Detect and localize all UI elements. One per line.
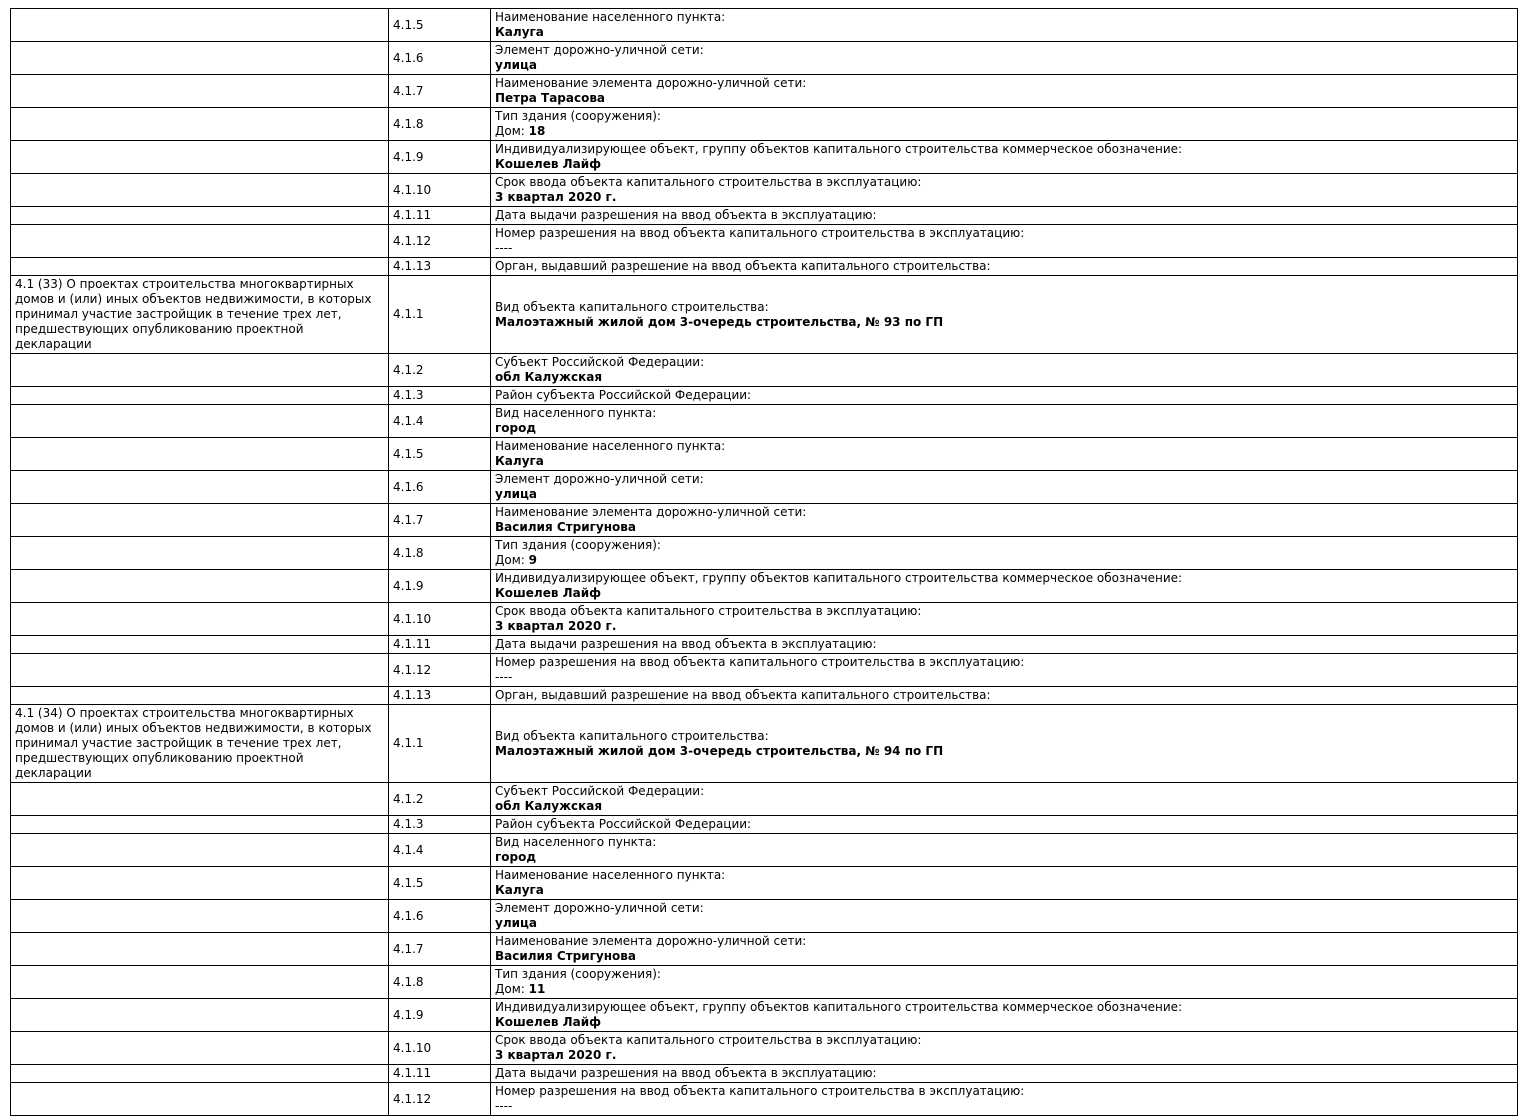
section-cell <box>11 276 389 354</box>
field-label: Индивидуализирующее объект, группу объектов капитального строительства коммерческое обозначение: <box>495 1000 1183 1014</box>
table-row <box>11 258 1518 276</box>
row-code: 4.1.9 <box>393 149 424 164</box>
field-value: 3 квартал 2020 г. <box>495 190 617 204</box>
content-cell <box>491 75 1518 108</box>
field-value-line <box>495 25 1513 40</box>
table-row <box>11 570 1518 603</box>
field-label: Орган, выдавший разрешение на ввод объекта капитального строительства: <box>495 688 991 702</box>
content-cell <box>491 471 1518 504</box>
table-row <box>11 276 1518 354</box>
row-code: 4.1.12 <box>393 662 432 677</box>
content-cell <box>491 276 1518 354</box>
field-label: Наименование населенного пункта: <box>495 439 726 453</box>
field-value-prefix: Дом: <box>495 124 529 138</box>
field-label: Номер разрешения на ввод объекта капитального строительства в эксплуатацию: <box>495 1084 1025 1098</box>
content-cell <box>491 867 1518 900</box>
table-row <box>11 438 1518 471</box>
field-label: Субъект Российской Федерации: <box>495 784 705 798</box>
field-value: город <box>495 850 537 864</box>
field-value: 11 <box>528 982 546 996</box>
section-cell <box>11 174 389 207</box>
field-value-line <box>495 454 1513 469</box>
code-cell <box>389 1083 491 1116</box>
code-cell <box>389 705 491 783</box>
field-value-line <box>495 1048 1513 1063</box>
field-value-line <box>495 157 1513 172</box>
field-value: обл Калужская <box>495 799 603 813</box>
content-cell <box>491 900 1518 933</box>
field-label: Наименование элемента дорожно-уличной сети: <box>495 505 807 519</box>
row-code: 4.1.8 <box>393 116 424 131</box>
table-row <box>11 999 1518 1032</box>
field-label: Номер разрешения на ввод объекта капитального строительства в эксплуатацию: <box>495 226 1025 240</box>
row-code: 4.1.12 <box>393 1091 432 1106</box>
row-code: 4.1.10 <box>393 1040 432 1055</box>
row-code: 4.1.1 <box>393 736 424 750</box>
table-row <box>11 1032 1518 1065</box>
row-code: 4.1.11 <box>393 1066 432 1080</box>
code-cell <box>389 966 491 999</box>
content-cell <box>491 1032 1518 1065</box>
section-cell <box>11 966 389 999</box>
table-row <box>11 207 1518 225</box>
code-cell <box>389 537 491 570</box>
field-value: Малоэтажный жилой дом 3-очередь строительства, № 93 по ГП <box>495 314 944 329</box>
field-label: Вид объекта капитального строительства: <box>495 299 769 314</box>
section-cell <box>11 999 389 1032</box>
section-cell <box>11 354 389 387</box>
content-cell <box>491 387 1518 405</box>
content-cell <box>491 42 1518 75</box>
table-row <box>11 9 1518 42</box>
section-cell <box>11 405 389 438</box>
field-value: улица <box>495 487 538 501</box>
section-cell <box>11 654 389 687</box>
field-label: Срок ввода объекта капитального строительства в эксплуатацию: <box>495 175 922 189</box>
section-cell <box>11 1083 389 1116</box>
row-code: 4.1.5 <box>393 17 424 32</box>
content-cell <box>491 654 1518 687</box>
row-code: 4.1.10 <box>393 611 432 626</box>
field-label: Наименование населенного пункта: <box>495 10 726 24</box>
code-cell <box>389 687 491 705</box>
section-cell <box>11 387 389 405</box>
field-value-plain: ---- <box>495 241 513 255</box>
row-code: 4.1.2 <box>393 791 424 806</box>
table-row <box>11 966 1518 999</box>
code-cell <box>389 42 491 75</box>
code-cell <box>389 471 491 504</box>
code-cell <box>389 9 491 42</box>
field-label: Тип здания (сооружения): <box>495 109 661 123</box>
declaration-table-body <box>11 9 1518 1116</box>
field-value: улица <box>495 58 538 72</box>
row-code: 4.1.7 <box>393 83 424 98</box>
code-cell <box>389 1032 491 1065</box>
field-value: 9 <box>528 553 537 567</box>
row-code: 4.1.3 <box>393 817 424 831</box>
table-row <box>11 1083 1518 1116</box>
content-cell <box>491 225 1518 258</box>
project-declaration-table <box>10 8 1518 1116</box>
field-label: Дата выдачи разрешения на ввод объекта в эксплуатацию: <box>495 637 877 651</box>
field-value-plain: ---- <box>495 670 513 684</box>
section-cell <box>11 42 389 75</box>
field-value-line <box>495 1015 1513 1030</box>
row-code: 4.1.6 <box>393 908 424 923</box>
field-label: Субъект Российской Федерации: <box>495 355 705 369</box>
table-row <box>11 900 1518 933</box>
table-row <box>11 354 1518 387</box>
field-label: Элемент дорожно-уличной сети: <box>495 901 704 915</box>
field-label: Срок ввода объекта капитального строительства в эксплуатацию: <box>495 1033 922 1047</box>
row-code: 4.1.10 <box>393 182 432 197</box>
row-code: 4.1.13 <box>393 688 432 702</box>
row-code: 4.1.4 <box>393 413 424 428</box>
section-cell <box>11 687 389 705</box>
code-cell <box>389 438 491 471</box>
code-cell <box>389 276 491 354</box>
field-value-line <box>495 982 1513 997</box>
section-cell <box>11 636 389 654</box>
table-row <box>11 636 1518 654</box>
content-cell <box>491 816 1518 834</box>
content-cell <box>491 783 1518 816</box>
table-row <box>11 687 1518 705</box>
row-code: 4.1.4 <box>393 842 424 857</box>
field-label: Тип здания (сооружения): <box>495 967 661 981</box>
row-code: 4.1.3 <box>393 388 424 402</box>
row-code: 4.1.11 <box>393 208 432 222</box>
table-row <box>11 42 1518 75</box>
row-code: 4.1.6 <box>393 479 424 494</box>
content-cell <box>491 504 1518 537</box>
section-cell <box>11 867 389 900</box>
section-cell <box>11 504 389 537</box>
code-cell <box>389 900 491 933</box>
field-label: Наименование элемента дорожно-уличной сети: <box>495 76 807 90</box>
row-code: 4.1.7 <box>393 941 424 956</box>
row-code: 4.1.7 <box>393 512 424 527</box>
content-cell <box>491 636 1518 654</box>
field-label: Элемент дорожно-уличной сети: <box>495 43 704 57</box>
content-cell <box>491 9 1518 42</box>
content-cell <box>491 174 1518 207</box>
field-label: Индивидуализирующее объект, группу объектов капитального строительства коммерческое обозначение: <box>495 142 1183 156</box>
code-cell <box>389 108 491 141</box>
table-row <box>11 174 1518 207</box>
section-cell <box>11 108 389 141</box>
field-value: Кошелев Лайф <box>495 586 602 600</box>
field-label: Вид населенного пункта: <box>495 835 657 849</box>
content-cell <box>491 966 1518 999</box>
field-value-plain: ---- <box>495 1099 513 1113</box>
code-cell <box>389 258 491 276</box>
content-cell <box>491 537 1518 570</box>
field-label: Тип здания (сооружения): <box>495 538 661 552</box>
code-cell <box>389 174 491 207</box>
field-label: Вид населенного пункта: <box>495 406 657 420</box>
code-cell <box>389 654 491 687</box>
content-cell <box>491 108 1518 141</box>
field-value: 3 квартал 2020 г. <box>495 619 617 633</box>
field-value-prefix: Дом: <box>495 982 529 996</box>
table-row <box>11 783 1518 816</box>
code-cell <box>389 933 491 966</box>
field-value: Кошелев Лайф <box>495 1015 602 1029</box>
row-code: 4.1.6 <box>393 50 424 65</box>
section-cell <box>11 471 389 504</box>
code-cell <box>389 504 491 537</box>
section-cell <box>11 9 389 42</box>
section-cell <box>11 438 389 471</box>
section-cell <box>11 570 389 603</box>
section-cell <box>11 933 389 966</box>
section-cell <box>11 603 389 636</box>
row-code: 4.1.1 <box>393 307 424 321</box>
content-cell <box>491 933 1518 966</box>
field-value: Калуга <box>495 883 544 897</box>
field-value-line <box>495 91 1513 106</box>
code-cell <box>389 207 491 225</box>
section-cell <box>11 900 389 933</box>
field-value-line <box>495 421 1513 436</box>
content-cell <box>491 258 1518 276</box>
field-value-prefix: Дом: <box>495 553 529 567</box>
table-row <box>11 654 1518 687</box>
field-value: Калуга <box>495 25 544 39</box>
content-cell <box>491 405 1518 438</box>
section-cell <box>11 75 389 108</box>
code-cell <box>389 783 491 816</box>
content-cell <box>491 570 1518 603</box>
field-value-line <box>495 124 1513 139</box>
row-code: 4.1.12 <box>393 233 432 248</box>
field-label: Дата выдачи разрешения на ввод объекта в эксплуатацию: <box>495 208 877 222</box>
table-row <box>11 225 1518 258</box>
table-row <box>11 75 1518 108</box>
content-cell <box>491 705 1518 783</box>
table-row <box>11 867 1518 900</box>
field-value: Калуга <box>495 454 544 468</box>
code-cell <box>389 834 491 867</box>
section-cell <box>11 816 389 834</box>
content-cell <box>491 1083 1518 1116</box>
section-cell <box>11 705 389 783</box>
content-cell <box>491 687 1518 705</box>
content-cell <box>491 207 1518 225</box>
field-value: Кошелев Лайф <box>495 157 602 171</box>
table-row <box>11 405 1518 438</box>
section-cell <box>11 141 389 174</box>
table-row <box>11 933 1518 966</box>
code-cell <box>389 405 491 438</box>
code-cell <box>389 141 491 174</box>
table-row <box>11 471 1518 504</box>
row-code: 4.1.13 <box>393 259 432 273</box>
field-value-line <box>495 670 1513 685</box>
row-code: 4.1.2 <box>393 362 424 377</box>
row-code: 4.1.5 <box>393 446 424 461</box>
field-value: город <box>495 421 537 435</box>
code-cell <box>389 387 491 405</box>
field-value-line <box>495 487 1513 502</box>
code-cell <box>389 354 491 387</box>
table-row <box>11 141 1518 174</box>
field-value-line <box>495 241 1513 256</box>
field-value: 3 квартал 2020 г. <box>495 1048 617 1062</box>
section-cell <box>11 1032 389 1065</box>
row-code: 4.1.8 <box>393 545 424 560</box>
table-row <box>11 816 1518 834</box>
field-value-line <box>495 744 1513 759</box>
field-value-line <box>495 619 1513 634</box>
content-cell <box>491 354 1518 387</box>
table-row <box>11 705 1518 783</box>
content-cell <box>491 999 1518 1032</box>
content-cell <box>491 834 1518 867</box>
field-value-line <box>495 586 1513 601</box>
field-value: Василия Стригунова <box>495 949 636 963</box>
section-cell <box>11 225 389 258</box>
field-label: Дата выдачи разрешения на ввод объекта в эксплуатацию: <box>495 1066 877 1080</box>
field-value: улица <box>495 916 538 930</box>
field-value: Василия Стригунова <box>495 520 636 534</box>
field-value-line <box>495 553 1513 568</box>
code-cell <box>389 999 491 1032</box>
field-label: Наименование населенного пункта: <box>495 868 726 882</box>
field-value-line <box>495 850 1513 865</box>
code-cell <box>389 636 491 654</box>
field-label: Срок ввода объекта капитального строительства в эксплуатацию: <box>495 604 922 618</box>
section-cell <box>11 834 389 867</box>
row-code: 4.1.9 <box>393 1007 424 1022</box>
field-label: Наименование элемента дорожно-уличной сети: <box>495 934 807 948</box>
table-row <box>11 834 1518 867</box>
section-cell <box>11 537 389 570</box>
code-cell <box>389 570 491 603</box>
table-row <box>11 504 1518 537</box>
content-cell <box>491 603 1518 636</box>
row-code: 4.1.8 <box>393 974 424 989</box>
code-cell <box>389 867 491 900</box>
field-value: обл Калужская <box>495 370 603 384</box>
table-row <box>11 108 1518 141</box>
field-value-line <box>495 58 1513 73</box>
field-label: Орган, выдавший разрешение на ввод объекта капитального строительства: <box>495 259 991 273</box>
field-value-line <box>495 315 1513 330</box>
field-value-line <box>495 370 1513 385</box>
field-value-line <box>495 190 1513 205</box>
section-text: 4.1 (34) О проектах строительства многоквартирных домов и (или) иных объектов недвижимости, в которых принимал участие застройщик в течение трех лет, предшествующих опубликованию проектной декларации <box>15 706 372 780</box>
field-label: Элемент дорожно-уличной сети: <box>495 472 704 486</box>
field-label: Номер разрешения на ввод объекта капитального строительства в эксплуатацию: <box>495 655 1025 669</box>
section-cell <box>11 207 389 225</box>
content-cell <box>491 438 1518 471</box>
row-code: 4.1.9 <box>393 578 424 593</box>
section-cell <box>11 258 389 276</box>
code-cell <box>389 75 491 108</box>
row-code: 4.1.5 <box>393 875 424 890</box>
table-row <box>11 603 1518 636</box>
code-cell <box>389 816 491 834</box>
table-row <box>11 387 1518 405</box>
content-cell <box>491 141 1518 174</box>
field-value-line <box>495 520 1513 535</box>
section-cell <box>11 783 389 816</box>
field-value: Петра Тарасова <box>495 91 606 105</box>
field-value-line <box>495 949 1513 964</box>
field-label: Вид объекта капитального строительства: <box>495 728 769 743</box>
code-cell <box>389 603 491 636</box>
field-label: Район субъекта Российской Федерации: <box>495 817 752 831</box>
row-code: 4.1.11 <box>393 637 432 651</box>
field-value: Малоэтажный жилой дом 3-очередь строительства, № 94 по ГП <box>495 743 944 758</box>
table-row <box>11 537 1518 570</box>
section-text: 4.1 (33) О проектах строительства многоквартирных домов и (или) иных объектов недвижимости, в которых принимал участие застройщик в течение трех лет, предшествующих опубликованию проектной декларации <box>15 277 372 351</box>
field-value-line <box>495 883 1513 898</box>
field-value-line <box>495 1099 1513 1114</box>
field-value: 18 <box>528 124 546 138</box>
code-cell <box>389 225 491 258</box>
field-value-line <box>495 916 1513 931</box>
field-label: Индивидуализирующее объект, группу объектов капитального строительства коммерческое обозначение: <box>495 571 1183 585</box>
field-value-line <box>495 799 1513 814</box>
field-label: Район субъекта Российской Федерации: <box>495 388 752 402</box>
